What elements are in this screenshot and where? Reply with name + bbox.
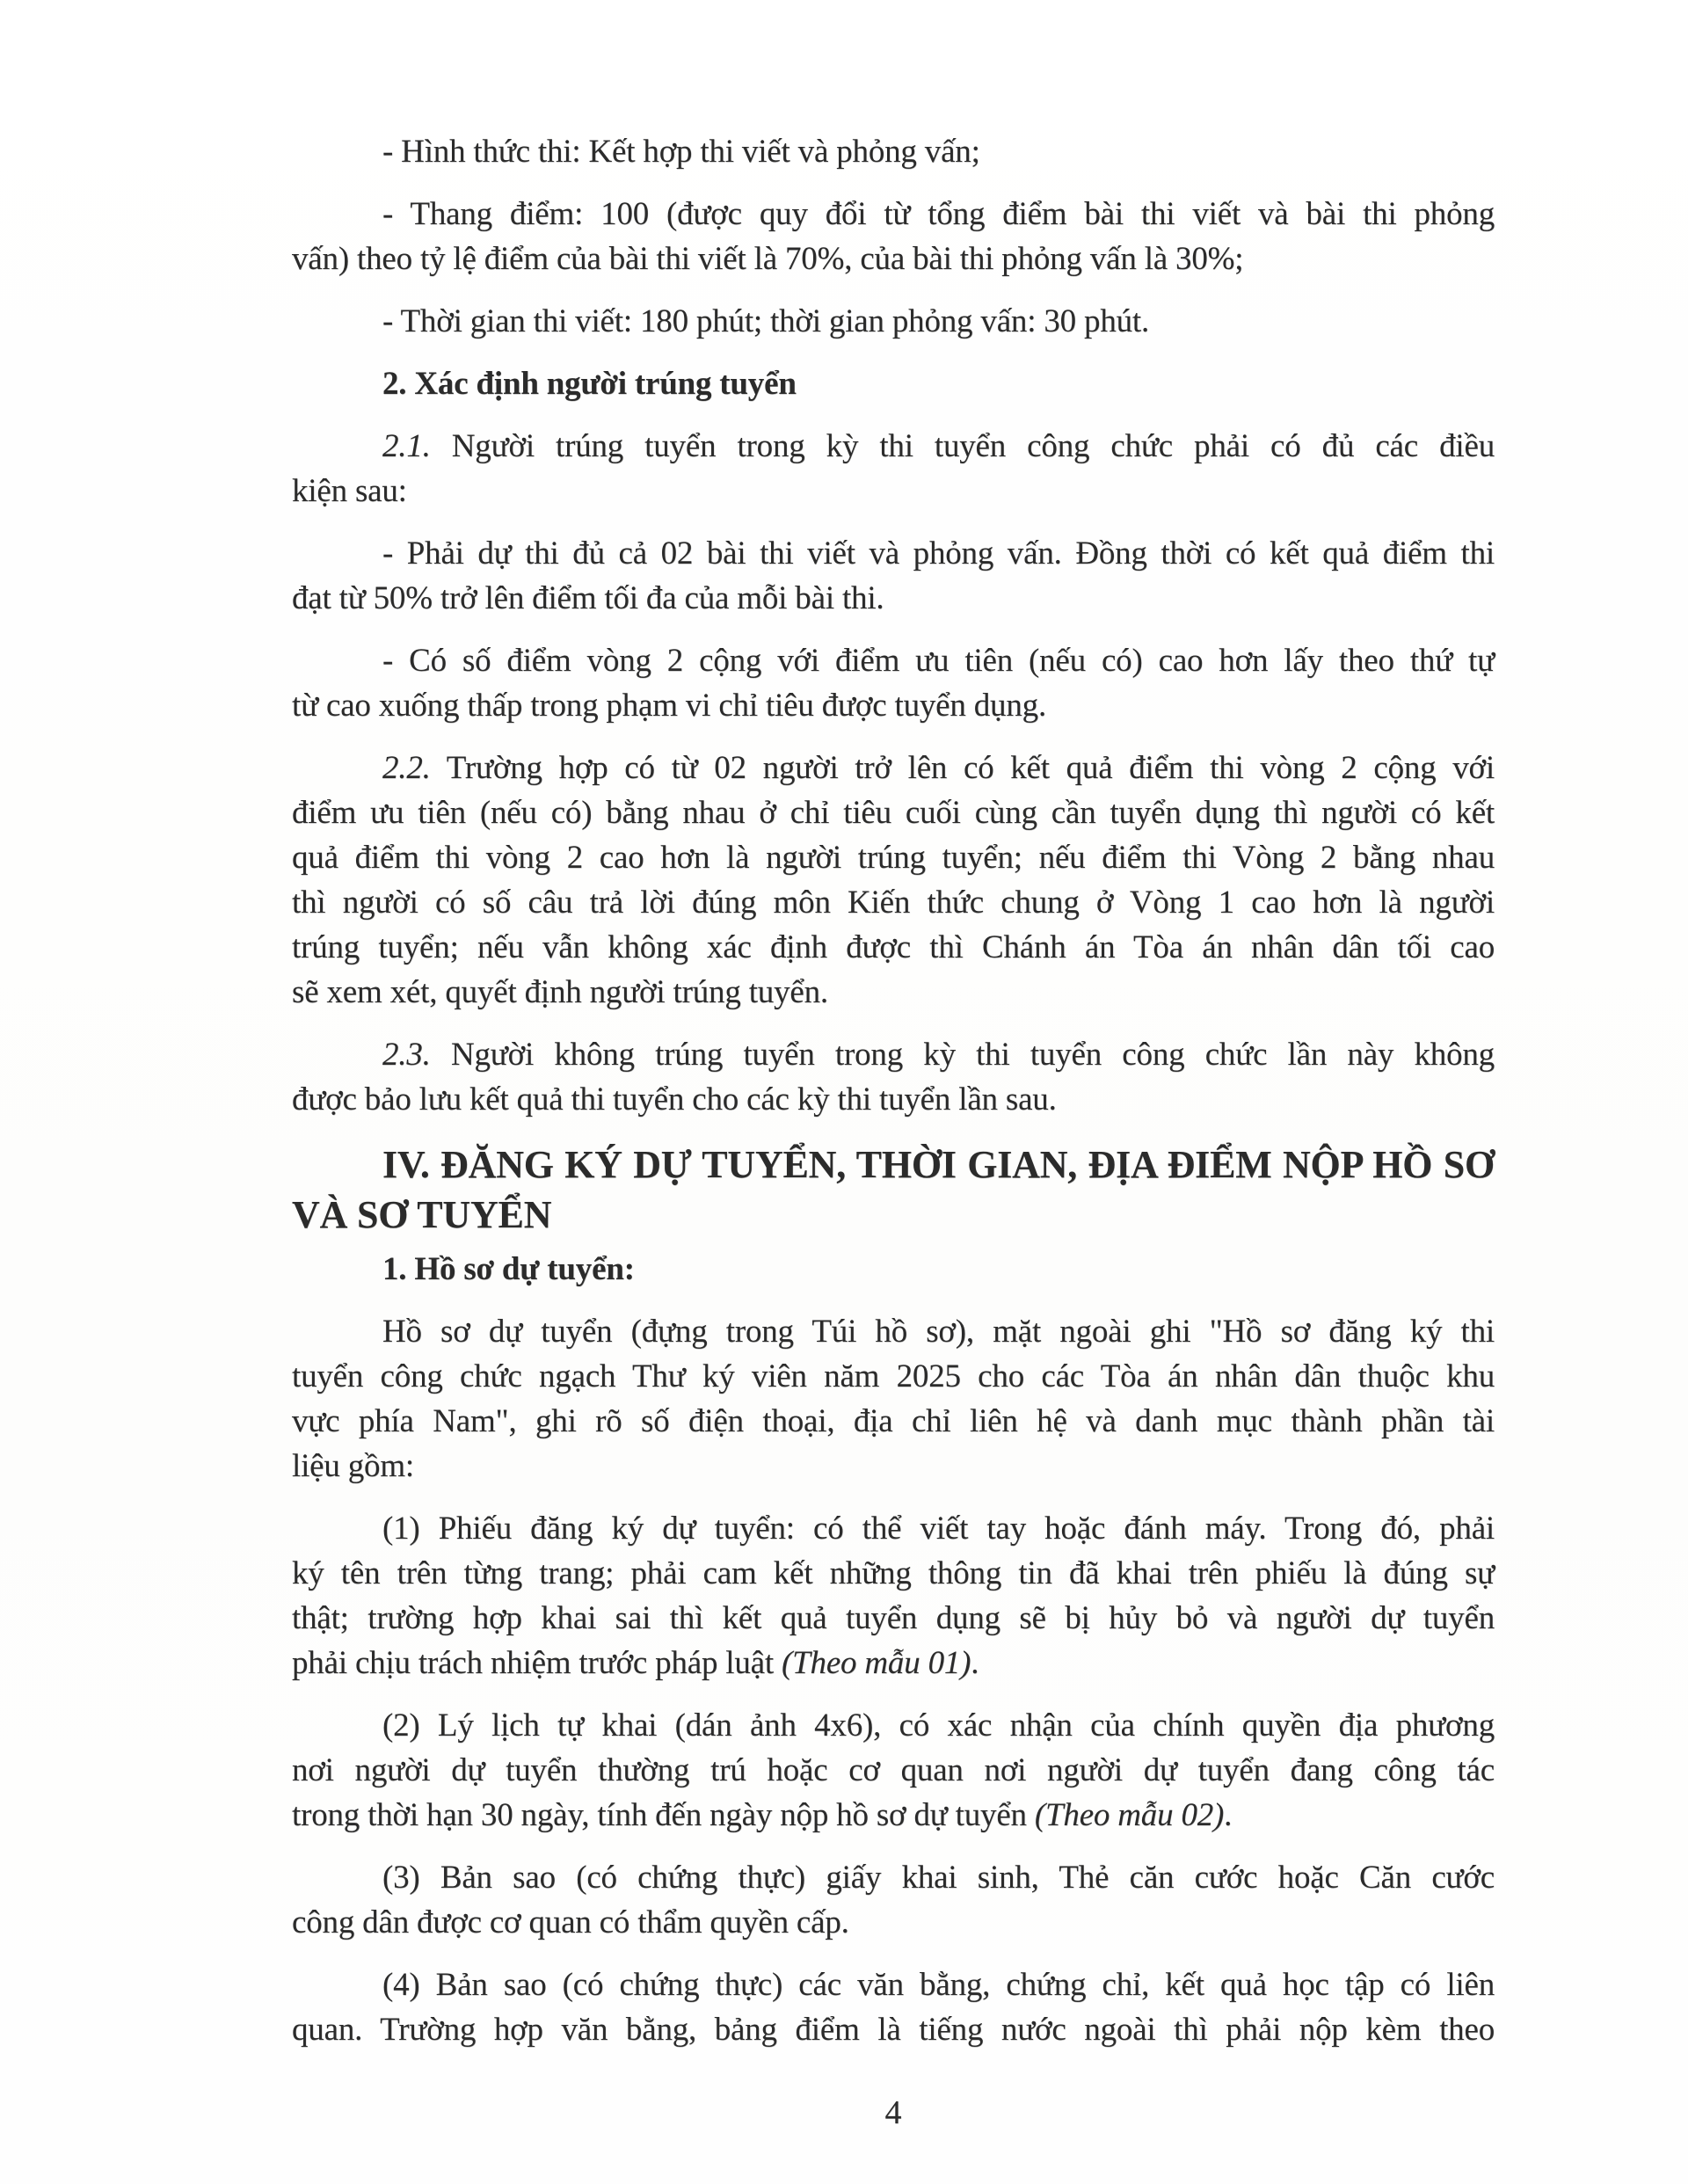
text-line — [292, 1077, 1495, 1122]
text-run: đạt từ 50% trở lên điểm tối đa của mỗi bài thi. — [292, 580, 884, 616]
text-run: 2. Xác định người trúng tuyển — [382, 366, 797, 402]
text-line — [292, 1962, 1495, 2007]
text-line — [292, 576, 1495, 621]
text-run: Trường hợp có từ 02 người trở lên có kết quả điểm thi vòng 2 cộng với — [430, 750, 1495, 786]
text-line — [292, 790, 1495, 835]
paragraph — [292, 129, 1495, 174]
text-run: . — [1224, 1797, 1233, 1833]
text-line — [292, 1855, 1495, 1900]
text-line — [292, 469, 1495, 513]
text-run: Người không trúng tuyển trong kỳ thi tuyển công chức lần này không — [430, 1037, 1495, 1073]
text-line — [292, 1641, 1495, 1685]
text-run: điểm ưu tiên (nếu có) bằng nhau ở chỉ tiêu cuối cùng cần tuyển dụng thì người có kết — [292, 795, 1495, 831]
italic-text-run: (Theo mẫu 01) — [782, 1645, 971, 1681]
text-run: VÀ SƠ TUYỂN — [292, 1193, 552, 1236]
text-line — [292, 746, 1495, 790]
text-run: quan. Trường hợp văn bằng, bảng điểm là tiếng nước ngoài thì phải nộp kèm theo — [292, 2012, 1495, 2048]
text-run: kiện sau: — [292, 473, 407, 509]
text-run: từ cao xuống thấp trong phạm vi chỉ tiêu được tuyển dụng. — [292, 688, 1046, 724]
text-run: (2) Lý lịch tự khai (dán ảnh 4x6), có xác nhận của chính quyền địa phương — [382, 1707, 1495, 1744]
paragraph — [292, 1855, 1495, 1945]
section-heading — [292, 1139, 1495, 1240]
paragraph — [292, 1032, 1495, 1122]
text-run: sẽ xem xét, quyết định người trúng tuyển. — [292, 974, 828, 1010]
text-run: - Có số điểm vòng 2 cộng với điểm ưu tiên (nếu có) cao hơn lấy theo thứ tự — [382, 643, 1495, 679]
text-line — [292, 1247, 1495, 1292]
page-number: 4 — [884, 2094, 902, 2131]
section-heading — [292, 1247, 1495, 1292]
text-line — [292, 129, 1495, 174]
text-run: thật; trường hợp khai sai thì kết quả tuyển dụng sẽ bị hủy bỏ và người dự tuyển — [292, 1600, 1495, 1636]
italic-text-run: 2.2. — [382, 750, 431, 786]
text-run: (4) Bản sao (có chứng thực) các văn bằng, chứng chỉ, kết quả học tập có liên — [382, 1967, 1495, 2003]
text-run: - Thời gian thi viết: 180 phút; thời gian phỏng vấn: 30 phút. — [382, 303, 1150, 339]
document-body — [292, 129, 1495, 2070]
text-run: trong thời hạn 30 ngày, tính đến ngày nộp hồ sơ dự tuyển — [292, 1797, 1035, 1833]
paragraph — [292, 1506, 1495, 1685]
text-run: trúng tuyển; nếu vẫn không xác định được thì Chánh án Tòa án nhân dân tối cao — [292, 929, 1495, 965]
text-line — [292, 683, 1495, 728]
text-run: được bảo lưu kết quả thi tuyển cho các kỳ thi tuyển lần sau. — [292, 1081, 1057, 1117]
text-line — [292, 1900, 1495, 1945]
text-run: vấn) theo tỷ lệ điểm của bài thi viết là 70%, của bài thi phỏng vấn là 30%; — [292, 241, 1244, 277]
paragraph — [292, 424, 1495, 513]
text-line — [292, 638, 1495, 683]
text-run: (1) Phiếu đăng ký dự tuyển: có thể viết tay hoặc đánh máy. Trong đó, phải — [382, 1511, 1495, 1547]
text-line — [292, 925, 1495, 970]
paragraph — [292, 531, 1495, 621]
text-line — [292, 237, 1495, 281]
paragraph — [292, 1309, 1495, 1489]
text-run: - Phải dự thi đủ cả 02 bài thi viết và phỏng vấn. Đồng thời có kết quả điểm thi — [382, 535, 1495, 571]
text-run: . — [971, 1645, 979, 1681]
text-run: nơi người dự tuyển thường trú hoặc cơ quan nơi người dự tuyển đang công tác — [292, 1752, 1495, 1788]
section-heading — [292, 361, 1495, 406]
paragraph — [292, 192, 1495, 281]
italic-text-run: (Theo mẫu 02) — [1034, 1797, 1225, 1833]
text-run: thì người có số câu trả lời đúng môn Kiến thức chung ở Vòng 1 cao hơn là người — [292, 885, 1495, 921]
italic-text-run: 2.3. — [382, 1037, 431, 1073]
text-line — [292, 1032, 1495, 1077]
text-line — [292, 1596, 1495, 1641]
text-run: 1. Hồ sơ dự tuyển: — [382, 1251, 635, 1287]
text-line — [292, 1354, 1495, 1399]
text-run: công dân được cơ quan có thẩm quyền cấp. — [292, 1904, 849, 1940]
italic-text-run: 2.1. — [382, 428, 431, 464]
text-line — [292, 299, 1495, 344]
text-run: Hồ sơ dự tuyển (đựng trong Túi hồ sơ), mặt ngoài ghi "Hồ sơ đăng ký thi — [382, 1314, 1495, 1350]
text-line — [292, 1703, 1495, 1748]
text-line — [292, 970, 1495, 1015]
text-run: tuyển công chức ngạch Thư ký viên năm 2025 cho các Tòa án nhân dân thuộc khu — [292, 1358, 1495, 1394]
text-line — [292, 835, 1495, 880]
text-run: ký tên trên từng trang; phải cam kết những thông tin đã khai trên phiếu là đúng sự — [292, 1555, 1495, 1591]
text-line — [292, 1793, 1495, 1838]
paragraph — [292, 1962, 1495, 2052]
text-run: (3) Bản sao (có chứng thực) giấy khai sinh, Thẻ căn cước hoặc Căn cước — [382, 1860, 1495, 1896]
paragraph — [292, 746, 1495, 1015]
text-run: Người trúng tuyển trong kỳ thi tuyển công chức phải có đủ các điều — [430, 428, 1495, 464]
paragraph — [292, 638, 1495, 728]
text-run: - Hình thức thi: Kết hợp thi viết và phỏng vấn; — [382, 134, 980, 170]
text-run: liệu gồm: — [292, 1448, 414, 1484]
text-line — [292, 1190, 1495, 1240]
text-line — [292, 361, 1495, 406]
text-line — [292, 2007, 1495, 2052]
text-line — [292, 1139, 1495, 1190]
text-run: - Thang điểm: 100 (được quy đổi từ tổng điểm bài thi viết và bài thi phỏng — [382, 196, 1495, 232]
text-line — [292, 1444, 1495, 1489]
text-run: quả điểm thi vòng 2 cao hơn là người trúng tuyển; nếu điểm thi Vòng 2 bằng nhau — [292, 840, 1495, 876]
paragraph — [292, 1703, 1495, 1838]
text-run: phải chịu trách nhiệm trước pháp luật — [292, 1645, 782, 1681]
text-run: vực phía Nam", ghi rõ số điện thoại, địa chỉ liên hệ và danh mục thành phần tài — [292, 1403, 1495, 1439]
text-line — [292, 1309, 1495, 1354]
text-run: IV. ĐĂNG KÝ DỰ TUYỂN, THỜI GIAN, ĐỊA ĐIỂM NỘP HỒ SƠ — [382, 1143, 1495, 1186]
text-line — [292, 192, 1495, 237]
text-line — [292, 1748, 1495, 1793]
text-line — [292, 1551, 1495, 1596]
text-line — [292, 531, 1495, 576]
text-line — [292, 1506, 1495, 1551]
paragraph — [292, 299, 1495, 344]
text-line — [292, 424, 1495, 469]
text-line — [292, 1399, 1495, 1444]
text-line — [292, 880, 1495, 925]
